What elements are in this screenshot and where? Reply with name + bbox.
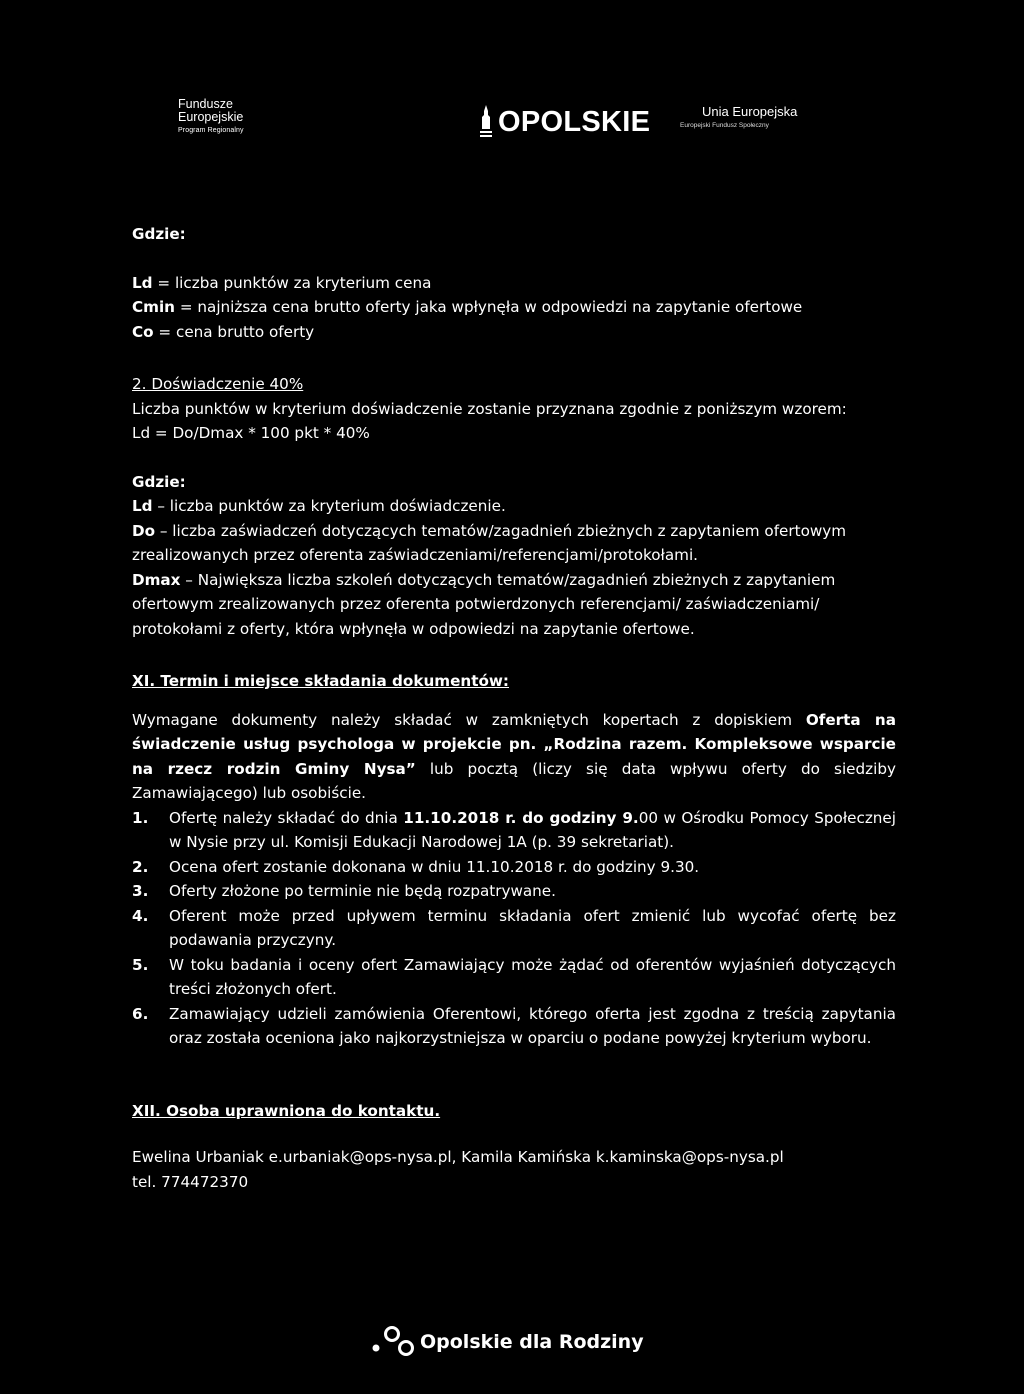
list-item — [132, 1002, 896, 1051]
co-definition — [132, 320, 896, 345]
contact-phone: tel. 774472370 — [132, 1172, 249, 1191]
exp-ld-label: Ld — [132, 497, 153, 515]
list-item-number: 4. — [132, 906, 149, 925]
list-item — [132, 904, 896, 953]
exp-ld-text: – liczba punktów za kryterium doświadczenie. — [152, 497, 506, 515]
list-item-text: W toku badania i oceny ofert Zamawiający może żądać od oferentów wyjaśnień dotyczących treści złożonych ofert. — [169, 955, 896, 998]
contact-line: Ewelina Urbaniak e.urbaniak@ops-nysa.pl, Kamila Kamińska k.kaminska@ops-nysa.pl — [132, 1148, 784, 1166]
logo-ue-line2: Europejski Fundusz Społeczny — [680, 122, 769, 129]
ld-text: = liczba punktów za kryterium cena — [152, 273, 432, 292]
footer-text: Opolskie dla Rodziny — [420, 1331, 644, 1353]
list-item-number: 2. — [132, 857, 149, 876]
list-item — [132, 953, 896, 1002]
list-item-number: 6. — [132, 1004, 149, 1023]
list-item-number: 1. — [132, 808, 149, 827]
experience-gdzie: Gdzie: — [132, 472, 186, 491]
unia-europejska-logo — [680, 105, 797, 133]
item-1-b: 11.10.2018 r. do godziny 9. — [403, 808, 639, 827]
opolskie-logo — [480, 103, 650, 137]
list-item — [132, 806, 896, 855]
list-item-text — [169, 806, 896, 855]
list-item-text: Oferent może przed upływem terminu składania ofert zmienić lub wycofać ofertę bez podawania przyczyny. — [169, 906, 896, 949]
xi-p1-c: lub pocztą (liczy się data wpływu oferty do siedziby Zamawiającego) lub osobiście. — [132, 759, 896, 802]
section-xii-title: XII. Osoba uprawniona do kontaktu. — [132, 1101, 441, 1120]
opolskie-dla-rodziny-logo-icon — [370, 1322, 414, 1362]
page-footer — [370, 1322, 644, 1362]
ld-definition — [132, 271, 896, 296]
section-xi-list — [132, 806, 896, 1051]
experience-intro: Liczba punktów w kryterium doświadczenie zostanie przyznana zgodnie z poniższym wzorem: — [132, 399, 847, 418]
logo-fe-line2: Europejskie — [178, 110, 244, 124]
exp-ld-definition — [132, 494, 896, 519]
cmin-definition — [132, 295, 896, 320]
gdzie-label: Gdzie: — [132, 225, 186, 243]
cmin-text: = najniższa cena brutto oferty jaka wpłynęła w odpowiedzi na zapytanie ofertowe — [175, 298, 803, 316]
ld-label: Ld — [132, 273, 153, 292]
exp-do-text: – liczba zaświadczeń dotyczących tematów/zagadnień zbieżnych z zapytaniem ofertowym zrealizowanych przez oferenta zaświadczeniami/referencjami/protokołami. — [132, 521, 847, 564]
list-item-number: 3. — [132, 882, 149, 900]
exp-dmax-label: Dmax — [132, 570, 181, 589]
co-label: Co — [132, 322, 154, 341]
fundusze-europejskie-logo — [178, 98, 244, 137]
exp-do-label: Do — [132, 521, 156, 540]
document-body — [132, 222, 896, 1194]
list-item-text: Oferty złożone po terminie nie będą rozpatrywane. — [169, 882, 556, 900]
opolskie-wordmark: OPOLSKIE — [498, 106, 651, 138]
section-xi-paragraph — [132, 708, 896, 806]
cmin-label: Cmin — [132, 298, 175, 316]
experience-formula: Ld = Do/Dmax * 100 pkt * 40% — [132, 424, 370, 442]
logo-fe-line1: Fundusze — [178, 97, 233, 111]
list-item — [132, 879, 896, 904]
opolskie-mark-icon — [480, 105, 492, 137]
list-item-text: Ocena ofert zostanie dokonana w dniu 11.10.2018 r. do godziny 9.30. — [169, 857, 700, 876]
logo-ue-line1: Unia Europejska — [702, 104, 798, 119]
page-header — [0, 0, 1024, 150]
xi-p1-a: Wymagane dokumenty należy składać w zamkniętych kopertach z dopiskiem — [132, 710, 806, 729]
logo-fe-line3: Program Regionalny — [178, 127, 244, 134]
exp-dmax-text: – Największa liczba szkoleń dotyczących tematów/zagadnień zbieżnych z zapytaniem ofertowym zrealizowanych przez oferenta potwierdzonych referencjami/ zaświadczeniami/ protokołami z oferty, która wpłynęła w odpowiedzi na zapytanie ofertowe. — [132, 570, 836, 638]
list-item-text: Zamawiający udzieli zamówienia Oferentowi, którego oferta jest zgodna z treścią zapytania oraz została oceniona jako najkorzystniejsza w oparciu o podane powyżej kryterium wyboru. — [169, 1004, 896, 1047]
item-1-a: Ofertę należy składać do dnia — [169, 808, 404, 827]
exp-do-definition — [132, 519, 896, 568]
experience-title: 2. Doświadczenie 40% — [132, 375, 304, 393]
list-item-number: 5. — [132, 955, 149, 974]
list-item — [132, 855, 896, 880]
item-1-c: 00 w Ośrodku Pomocy Społecznej w Nysie przy ul. Komisji Edukacji Narodowej 1A (p. 39 sekretariat). — [169, 808, 896, 851]
section-xi-title: XI. Termin i miejsce składania dokumentów: — [132, 672, 509, 690]
co-text: = cena brutto oferty — [153, 322, 315, 341]
exp-dmax-definition — [132, 568, 896, 642]
xi-p1-b: Oferta na świadczenie usług psychologa w projekcie pn. „Rodzina razem. Kompleksowe wsparcie na rzecz rodzin Gminy Nysa” — [132, 710, 896, 778]
